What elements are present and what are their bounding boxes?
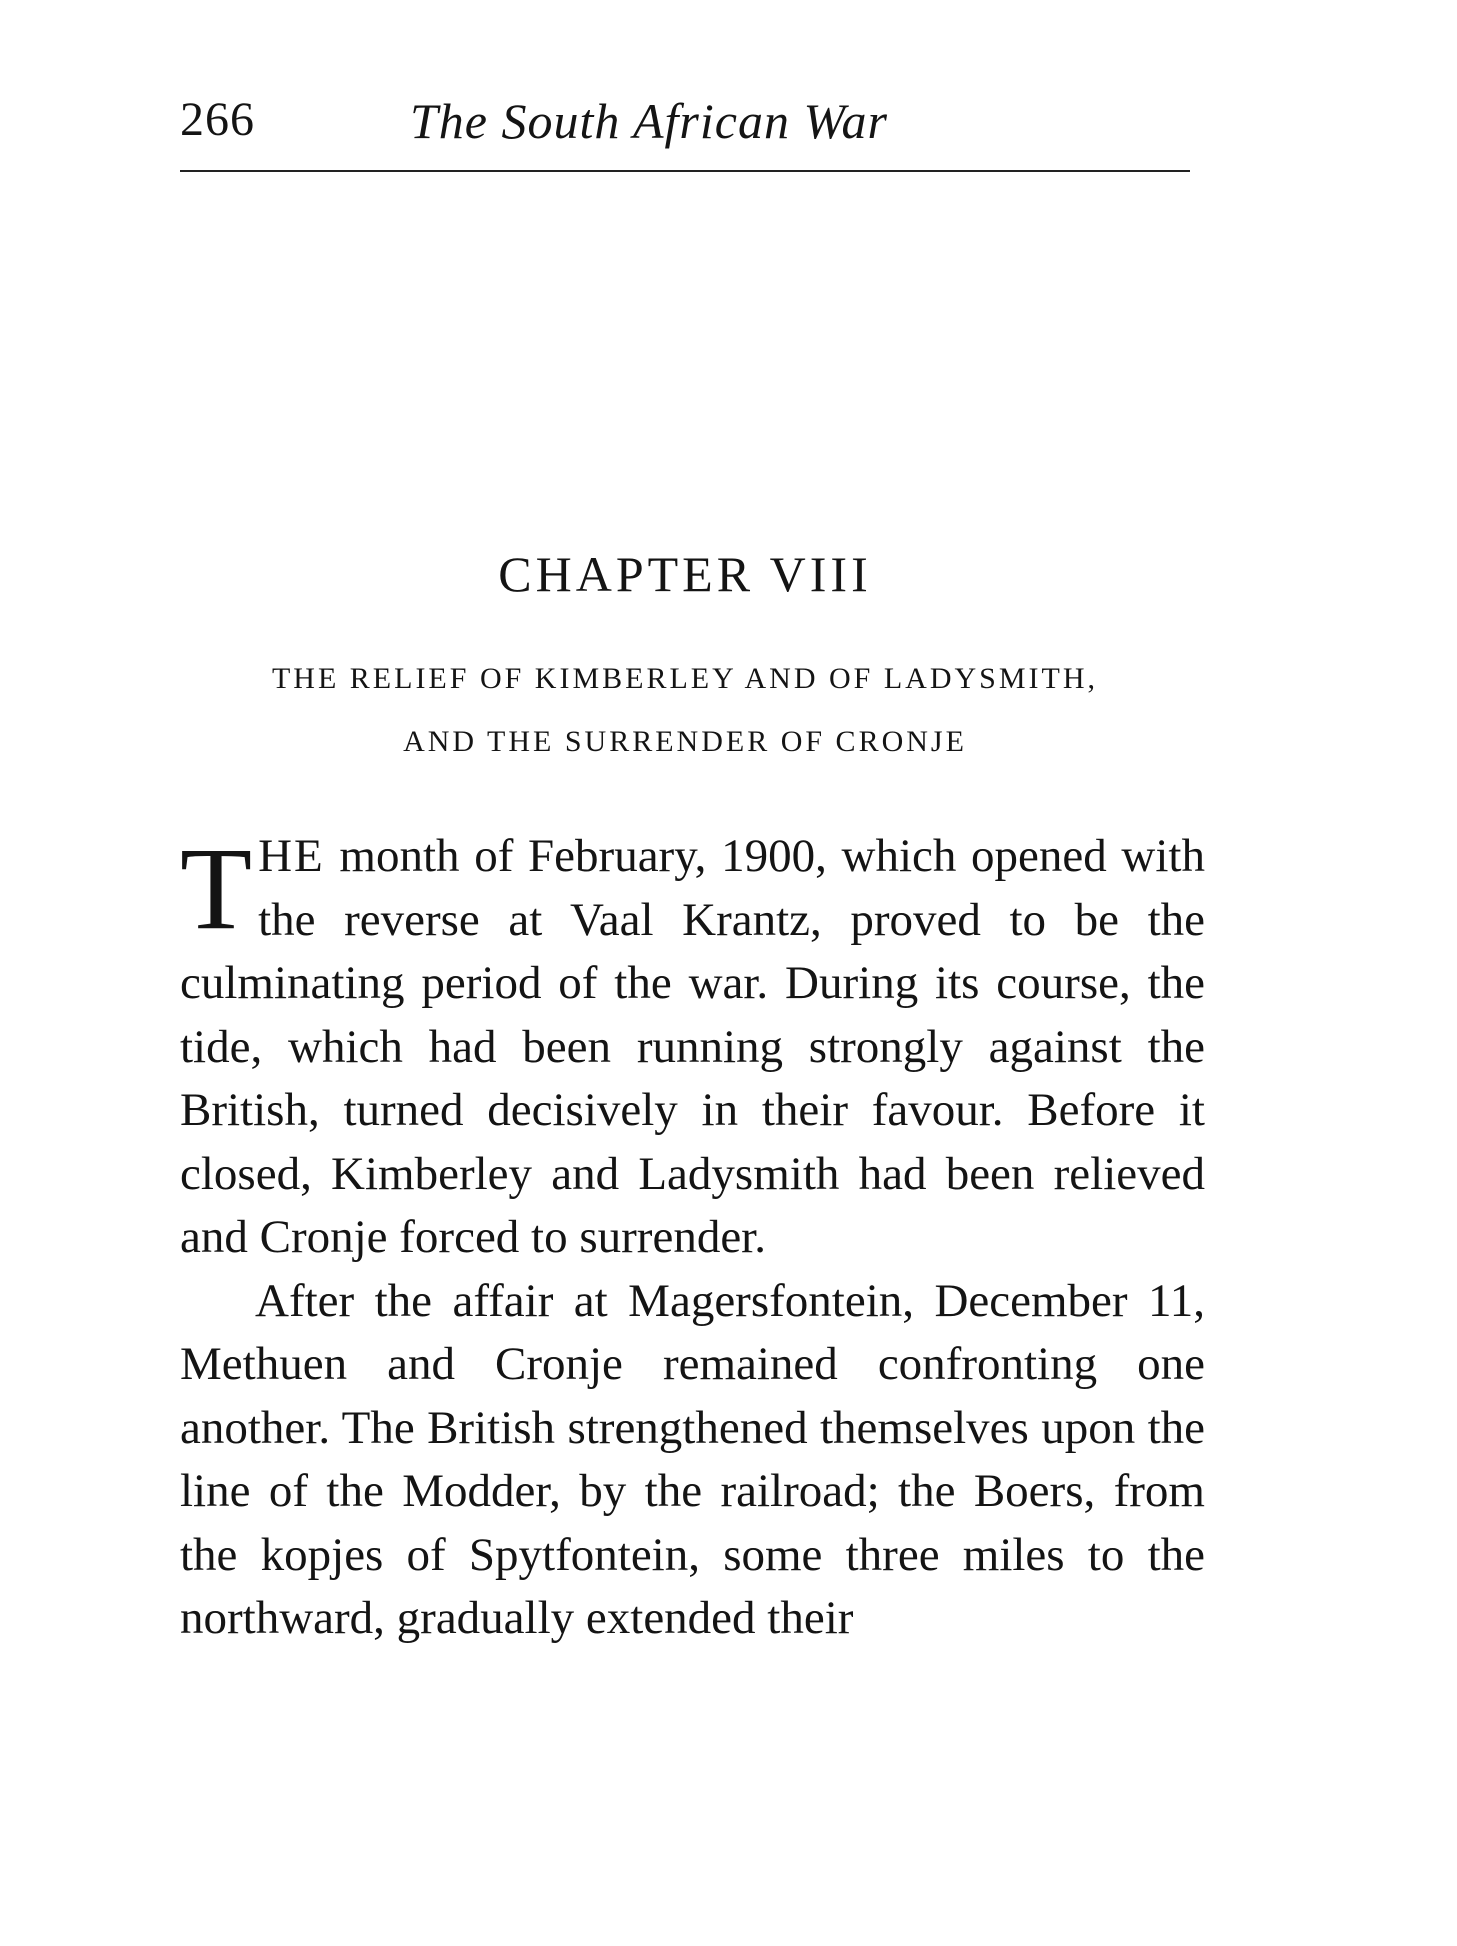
chapter-subtitle-line-2: AND THE SURRENDER OF CRONJE — [403, 725, 967, 758]
running-title: The South African War — [410, 93, 888, 149]
paragraph-1-lead: HE — [258, 830, 325, 882]
chapter-heading: CHAPTER VIII — [498, 546, 872, 602]
drop-cap: T — [180, 823, 253, 954]
paragraph-2: After the affair at Magersfontein, December 11, Methuen and Cronje remained confronting one another. The British strengthened themselves upon the line of the Modder, by the railroad; the Boers, from the kopjes of Spytfontein, some three miles to the northward, gradually extended their — [180, 1274, 1205, 1644]
body-text — [180, 825, 1205, 1651]
running-head — [180, 92, 1190, 152]
chapter-subtitle-line-1: THE RELIEF OF KIMBERLEY AND OF LADYSMITH, — [271, 662, 1099, 695]
header-rule — [180, 170, 1190, 172]
paragraph-1-text: month of February, 1900, which opened with the reverse at Vaal Krantz, proved to be the culminating period of the war. During its course, the tide, which had been running strongly against the British, turned decisively in their favour. Before it closed, Kimberley and Ladysmith had been relieved and Cronje forced to surrender. — [180, 830, 1205, 1263]
page-number: 266 — [180, 93, 255, 146]
paragraph-1 — [180, 825, 1205, 1270]
